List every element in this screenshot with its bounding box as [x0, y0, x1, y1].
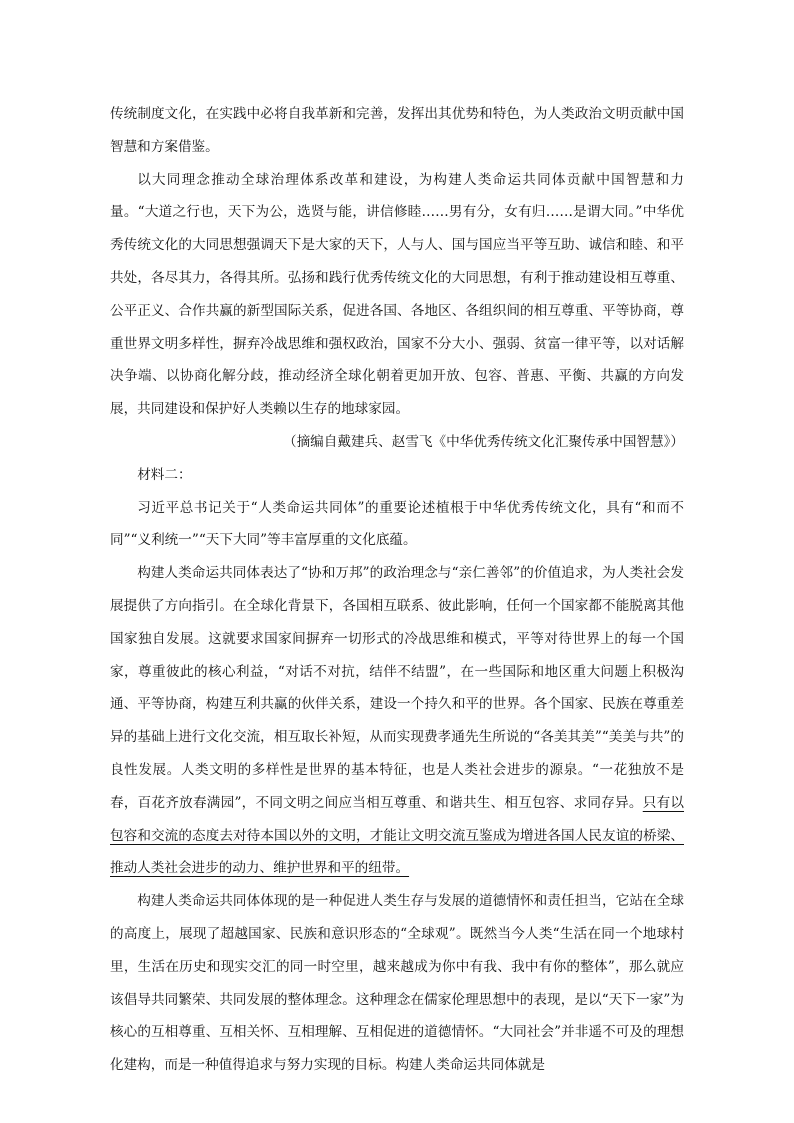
- paragraph-community: [110, 557, 684, 885]
- document-body: [110, 98, 684, 1082]
- paragraph-continuation: 传统制度文化，在实践中必将自我革新和完善，发挥出其优势和特色，为人类政治文明贡献中国智慧和方案借鉴。: [110, 106, 684, 155]
- paragraph-community-text: 构建人类命运共同体表达了“协和万邦”的政治理念与“亲仁善邻”的价值追求，为人类社会发展提供了方向指引。在全球化背景下，各国相互联系、彼此影响，任何一个国家都不能脱离其他国家独自发展。这就要求国家间摒弃一切形式的冷战思维和模式，平等对待世界上的每一个国家，尊重彼此的核心利益，“对话不对抗，结伴不结盟”，在一些国际和地区重大问题上积极沟通、平等协商，构建互利共赢的伙伴关系，建设一个持久和平的世界。各个国家、民族在尊重差异的基础上进行文化交流，相互取长补短，从而实现费孝通先生所说的“各美其美”“美美与共”的良性发展。人类文明的多样性是世界的基本特征，也是人类社会进步的源泉。“一花独放不是春，百花齐放春满园”，不同文明之间应当相互尊重、和谐共生、相互包容、求同存异。: [110, 565, 684, 811]
- paragraph-datong: 以大同理念推动全球治理体系改革和建设，为构建人类命运共同体贡献中国智慧和力量。“大道之行也，天下为公，选贤与能，讲信修睦……男有分，女有归……是谓大同。”中华优秀传统文化的大同思想强调天下是大家的天下，人与人、国与国应当平等互助、诚信和睦、和平共处，各尽其力，各得其所。弘扬和践行优秀传统文化的大同思想，有利于推动建设相互尊重、公平正义、合作共赢的新型国际关系，促进各国、各地区、各组织间的相互尊重、平等协商，尊重世界文明多样性，摒弃冷战思维和强权政治，国家不分大小、强弱、贫富一律平等，以对话解决争端、以协商化解分歧，推动经济全球化朝着更加开放、包容、普惠、平衡、共赢的方向发展，共同建设和保护好人类赖以生存的地球家园。: [110, 171, 684, 418]
- paragraph-global-view: 构建人类命运共同体体现的是一种促进人类生存与发展的道德情怀和责任担当，它站在全球的高度上，展现了超越国家、民族和意识形态的“全球观”。既然当今人类“生活在同一个地球村里，生活在历史和现实交汇的同一时空里，越来越成为你中有我、我中有你的整体”，那么就应该倡导共同繁荣、共同发展的整体理念。这种理念在儒家伦理思想中的表现，是以“天下一家”为核心的互相尊重、互相关怀、互相理解、互相促进的道德情怀。“大同社会”并非遥不可及的理想化建构，而是一种值得追求与努力实现的目标。构建人类命运共同体就是: [110, 893, 684, 1074]
- source-citation: （摘编自戴建兵、赵雪飞《中华优秀传统文化汇聚传承中国智慧》）: [282, 433, 684, 450]
- underlined-sentence: 只有以包容和交流的态度去对待本国以外的文明，才能让文明交流互鉴成为增进各国人民友谊的桥梁、推动人类社会进步的动力、维护世界和平的纽带。: [110, 794, 685, 877]
- material-two-label: 材料二：: [137, 466, 192, 483]
- paragraph-xi-statement: 习近平总书记关于“人类命运共同体”的重要论述植根于中华优秀传统文化，具有“和而不同”“义利统一”“天下大同”等丰富厚重的文化底蕴。: [110, 499, 684, 549]
